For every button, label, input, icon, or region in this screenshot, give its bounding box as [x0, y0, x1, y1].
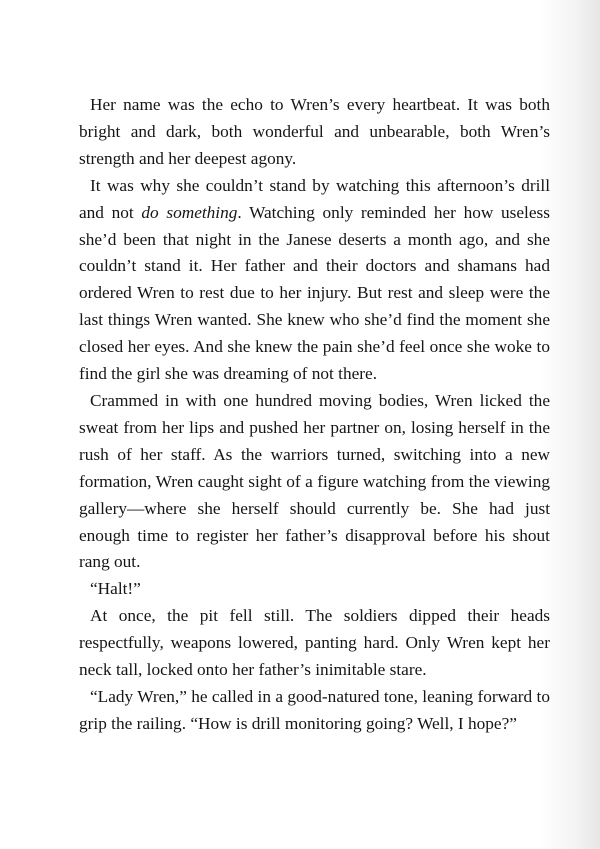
paragraph-5 [79, 603, 550, 684]
paragraph-5-text: At once, the pit fell still. The soldiers dipped their heads respectfully, weapons lowered, panting hard. Only Wren kept her neck tall, locked onto her father’s inimitable stare. [79, 606, 550, 680]
paragraph-2-text-start: It was why she couldn’t stand by watching this afternoon’s drill and not [79, 175, 550, 222]
paragraph-4-text: “Halt!” [90, 579, 141, 599]
paragraph-2-italic-phrase: do something [141, 202, 238, 222]
body-text [79, 92, 550, 738]
paragraph-6 [79, 684, 550, 738]
paragraph-4 [79, 576, 550, 603]
paragraph-2 [79, 173, 550, 388]
paragraph-1 [79, 92, 550, 173]
paragraph-3-text: Crammed in with one hundred moving bodies, Wren licked the sweat from her lips and pushed her partner on, losing herself in the rush of her staff. As the warriors turned, switching into a new formation, Wren caught sight of a figure watching from the viewing gallery—where she herself should currently be. She had just enough time to register her father’s disapproval before his shout rang out. [79, 390, 550, 572]
paragraph-2-text-end: . Watching only reminded her how useless she’d been that night in the Janese deserts a month ago, and she couldn’t stand it. Her father and their doctors and shamans had ordered Wren to rest due to her injury. But rest and sleep were the last things Wren wanted. She knew who she’d find the moment she closed her eyes. And she knew the pain she’d feel once she woke to find the girl she was dreaming of not there. [79, 202, 550, 384]
paragraph-3 [79, 388, 550, 576]
paragraph-6-text: “Lady Wren,” he called in a good-natured tone, leaning forward to grip the railing. “How is drill monitoring going? Well, I hope?” [79, 686, 550, 733]
paragraph-1-text: Her name was the echo to Wren’s every heartbeat. It was both bright and dark, both wonderful and unbearable, both Wren’s strength and her deepest agony. [79, 95, 550, 168]
